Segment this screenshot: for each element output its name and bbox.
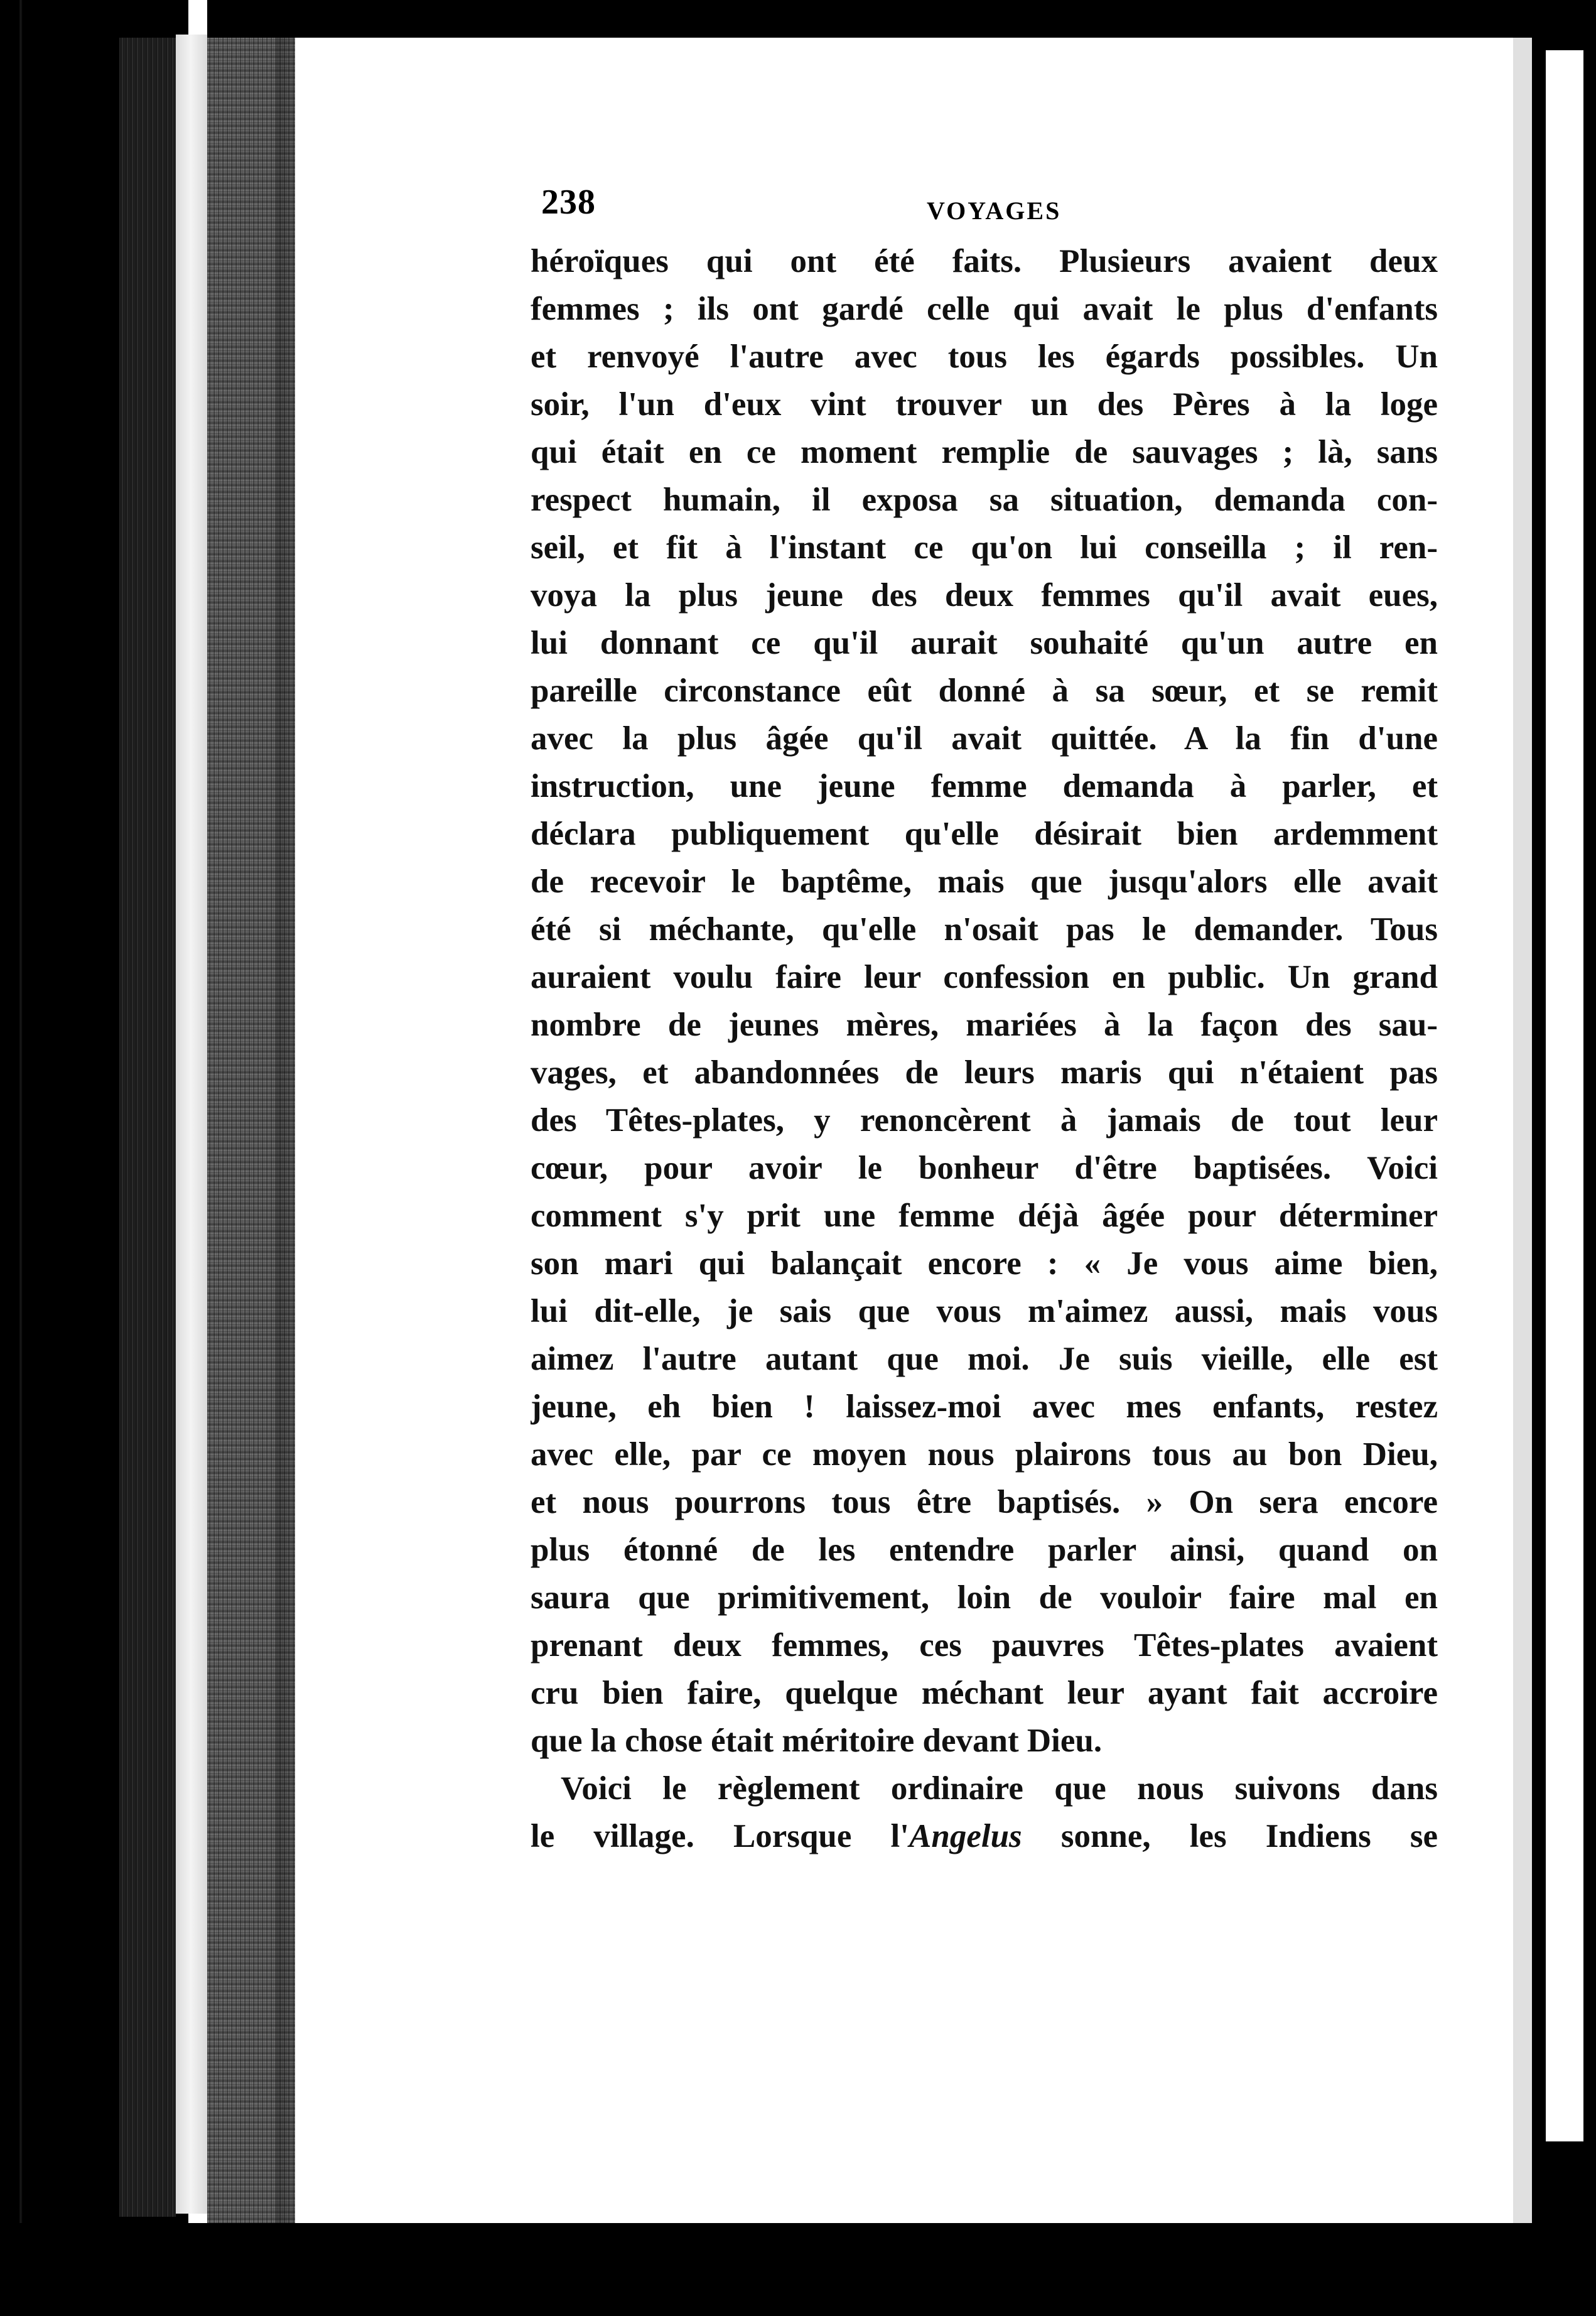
text-line: seil, et fit à l'instant ce qu'on lui conseilla ; il ren- [531,529,1438,566]
text-line: héroïques qui ont été faits. Plusieurs avaient deux [531,243,1438,279]
text-run: le village. Lorsque l' [531,1818,909,1854]
text-line: déclara publiquement qu'elle désirait bien ardemment [531,816,1438,852]
text-line: respect humain, il exposa sa situation, demanda con- [531,482,1438,518]
text-line: cru bien faire, quelque méchant leur ayant fait accroire [531,1675,1438,1711]
text-line: voya la plus jeune des deux femmes qu'il avait eues, [531,577,1438,614]
text-line: plus étonné de les entendre parler ainsi, quand on [531,1532,1438,1568]
paragraph-end-line: que la chose était méritoire devant Dieu. [531,1723,1103,1759]
text-line: pareille circonstance eût donné à sa sœur, et se remit [531,673,1438,709]
text-line: lui dit-elle, je sais que vous m'aimez aussi, mais vous [531,1293,1438,1329]
paragraph-2-second-line [531,1812,1438,1860]
right-page-edge [1513,38,1532,2223]
body-text [531,237,1438,1860]
text-line: avec la plus âgée qu'il avait quittée. A la fin d'une [531,720,1438,757]
bottom-scan-border [0,2223,1596,2316]
text-line: de recevoir le baptême, mais que jusqu'alors elle avait [531,863,1438,900]
paragraph-2-first-line: Voici le règlement ordinaire que nous suivons dans [561,1770,1438,1807]
text-line: instruction, une jeune femme demanda à parler, et [531,768,1438,804]
facing-page-edge [1546,50,1583,2141]
text-line: et nous pourrons tous être baptisés. » On sera encore [531,1484,1438,1520]
text-run: sonne, les Indiens se [1022,1818,1438,1854]
text-line: auraient voulu faire leur confession en public. Un grand [531,959,1438,995]
italic-term: Angelus [909,1818,1022,1854]
running-title: VOYAGES [927,197,1062,225]
text-line: son mari qui balançait encore : « Je vous aime bien, [531,1245,1438,1282]
text-line: lui donnant ce qu'il aurait souhaité qu'un autre en [531,625,1438,661]
text-line: comment s'y prit une femme déjà âgée pour déterminer [531,1198,1438,1234]
text-line: avec elle, par ce moyen nous plairons tous au bon Dieu, [531,1436,1438,1473]
text-line: nombre de jeunes mères, mariées à la façon des sau- [531,1007,1438,1043]
text-line: aimez l'autre autant que moi. Je suis vieille, elle est [531,1341,1438,1377]
text-line: cœur, pour avoir le bonheur d'être baptisées. Voici [531,1150,1438,1186]
text-line: qui était en ce moment remplie de sauvages ; là, sans [531,434,1438,470]
text-line: et renvoyé l'autre avec tous les égards possibles. Un [531,338,1438,375]
binding-texture [119,38,176,2217]
text-line: femmes ; ils ont gardé celle qui avait le plus d'enfants [531,291,1438,327]
text-line: été si méchante, qu'elle n'osait pas le demander. Tous [531,911,1438,948]
text-line: des Têtes-plates, y renoncèrent à jamais de tout leur [531,1102,1438,1139]
text-line: jeune, eh bien ! laissez-moi avec mes enfants, restez [531,1388,1438,1425]
text-line: prenant deux femmes, ces pauvres Têtes-plates avaient [531,1627,1438,1664]
page-number: 238 [541,183,596,222]
top-scan-border [207,0,1532,38]
text-line: saura que primitivement, loin de vouloir faire mal en [531,1579,1438,1616]
running-head [541,182,1062,239]
text-line: vages, et abandonnées de leurs maris qui n'étaient pas [531,1054,1438,1091]
text-line: soir, l'un d'eux vint trouver un des Pères à la loge [531,386,1438,423]
